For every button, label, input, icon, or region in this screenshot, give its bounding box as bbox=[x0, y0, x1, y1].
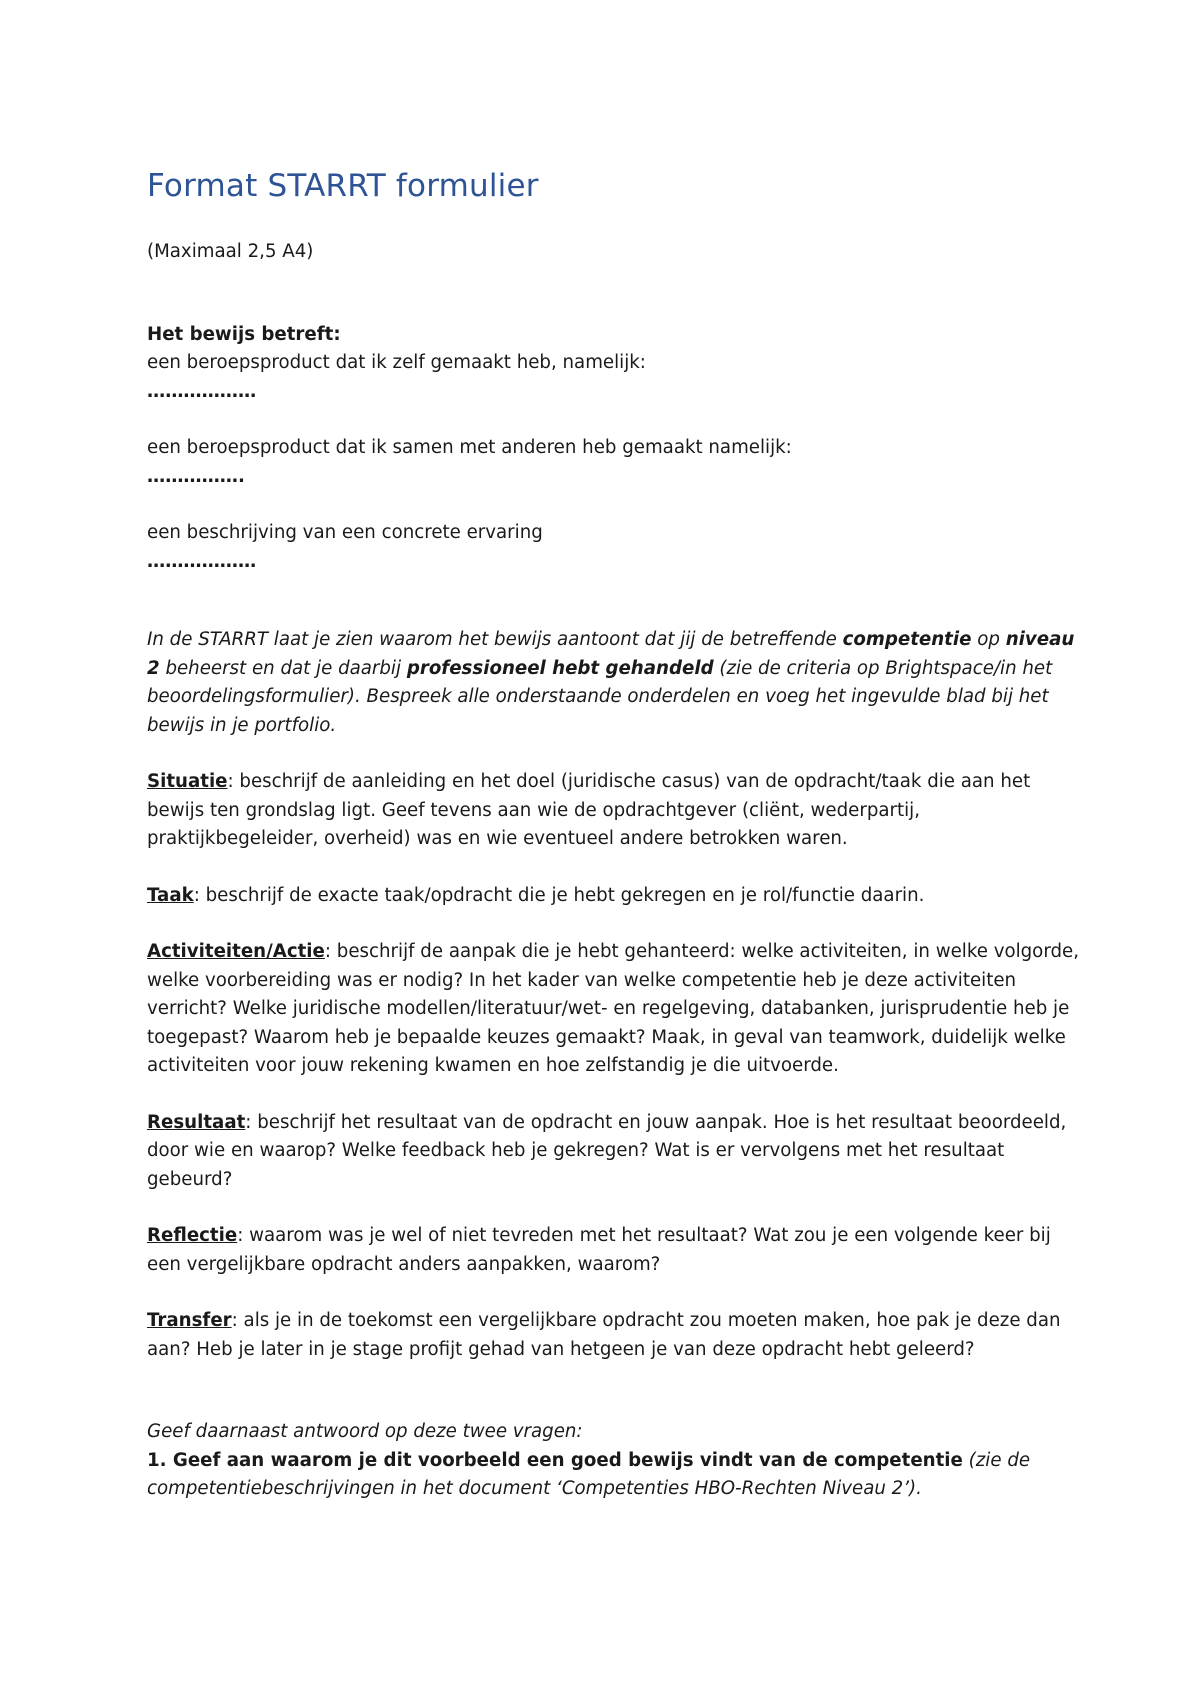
reflectie-label: Reflectie bbox=[147, 1225, 238, 1246]
section-taak bbox=[147, 882, 1080, 911]
question-1-bold: 1. Geef aan waarom je dit voorbeeld een goed bewijs vindt van de competentie bbox=[147, 1449, 963, 1471]
evidence-heading: Het bewijs betreft: bbox=[147, 323, 341, 345]
question-1-italic: (zie de competentiebeschrijvingen in het document ‘Competenties HBO-Rechten Niveau 2’). bbox=[147, 1449, 1031, 1499]
evidence-option-3: een beschrijving van een concrete ervaring bbox=[147, 522, 543, 543]
evidence-dots-2: ……………. bbox=[147, 465, 245, 487]
section-activiteiten bbox=[147, 938, 1080, 1081]
taak-label: Taak bbox=[147, 884, 194, 906]
intro-text-2: op bbox=[971, 629, 1006, 650]
document-title: Format STARRT formulier bbox=[147, 168, 539, 204]
intro-text-3: beheerst en dat je daarbij bbox=[159, 657, 407, 679]
intro-paragraph bbox=[147, 626, 1080, 740]
question-1 bbox=[147, 1447, 1080, 1504]
section-situatie bbox=[147, 768, 1080, 854]
evidence-option-1: een beroepsproduct dat ik zelf gemaakt heb, namelijk: bbox=[147, 352, 646, 373]
questions-intro: Geef daarnaast antwoord op deze twee vragen: bbox=[147, 1421, 583, 1442]
evidence-dots-1: ……………… bbox=[147, 380, 257, 402]
activiteiten-text: : beschrijf de aanpak die je hebt gehanteerd: welke activiteiten, in welke volgorde, welke voorbereiding was er nodig? In het kader van welke competentie heb je deze activiteiten verricht? Welke juridische modellen/literatuur/wet- en regelgeving, databanken, jurisprudentie heb je toegepast? Waarom heb je bepaalde keuzes gemaakt? Maak, in geval van teamwork, duidelijk welke activiteiten voor jouw rekening kwamen en hoe zelfstandig je die uitvoerde. bbox=[147, 941, 1079, 1076]
situatie-label: Situatie bbox=[147, 771, 228, 792]
intro-bold-niveau: niveau 2 bbox=[147, 629, 1075, 679]
evidence-dots-3: ……………… bbox=[147, 550, 257, 572]
evidence-block bbox=[147, 321, 1080, 577]
section-reflectie bbox=[147, 1222, 1080, 1279]
transfer-text: : als je in de toekomst een vergelijkbare opdracht zou moeten maken, hoe pak je deze dan aan? Heb je later in je stage profijt gehad van hetgeen je van deze opdracht hebt geleerd? bbox=[147, 1310, 1061, 1360]
situatie-text: : beschrijf de aanleiding en het doel (juridische casus) van de opdracht/taak die aan het bewijs ten grondslag ligt. Geef tevens aan wie de opdrachtgever (cliënt, wederpartij, praktijkbegeleider, overheid) was en wie eventueel andere betrokken waren. bbox=[147, 771, 1031, 849]
reflectie-text: : waarom was je wel of niet tevreden met het resultaat? Wat zou je een volgende keer bij een vergelijkbare opdracht anders aanpakken, waarom? bbox=[147, 1225, 1051, 1275]
transfer-label: Transfer bbox=[147, 1310, 232, 1331]
evidence-option-2: een beroepsproduct dat ik samen met anderen heb gemaakt namelijk: bbox=[147, 437, 792, 458]
section-transfer bbox=[147, 1307, 1080, 1364]
taak-text: : beschrijf de exacte taak/opdracht die je hebt gekregen en je rol/functie daarin. bbox=[193, 884, 925, 906]
resultaat-label: Resultaat bbox=[147, 1111, 246, 1133]
resultaat-text: : beschrijf het resultaat van de opdracht en jouw aanpak. Hoe is het resultaat beoordeeld, door wie en waarop? Welke feedback heb je gekregen? Wat is er vervolgens met het resultaat gebeurd? bbox=[147, 1111, 1067, 1190]
intro-text-1: In de STARRT laat je zien waarom het bewijs aantoont dat jij de betreffende bbox=[147, 629, 843, 650]
length-note: (Maximaal 2,5 A4) bbox=[147, 241, 314, 262]
intro-text-4: (zie de criteria op Brightspace/in het beoordelingsformulier). Bespreek alle onderstaande onderdelen en voeg het ingevulde blad bij het bewijs in je portfolio. bbox=[147, 657, 1053, 736]
intro-bold-competentie: competentie bbox=[842, 629, 972, 650]
intro-bold-professioneel: professioneel hebt gehandeld bbox=[406, 657, 714, 679]
activiteiten-label: Activiteiten/Actie bbox=[147, 941, 325, 962]
section-resultaat bbox=[147, 1109, 1080, 1195]
